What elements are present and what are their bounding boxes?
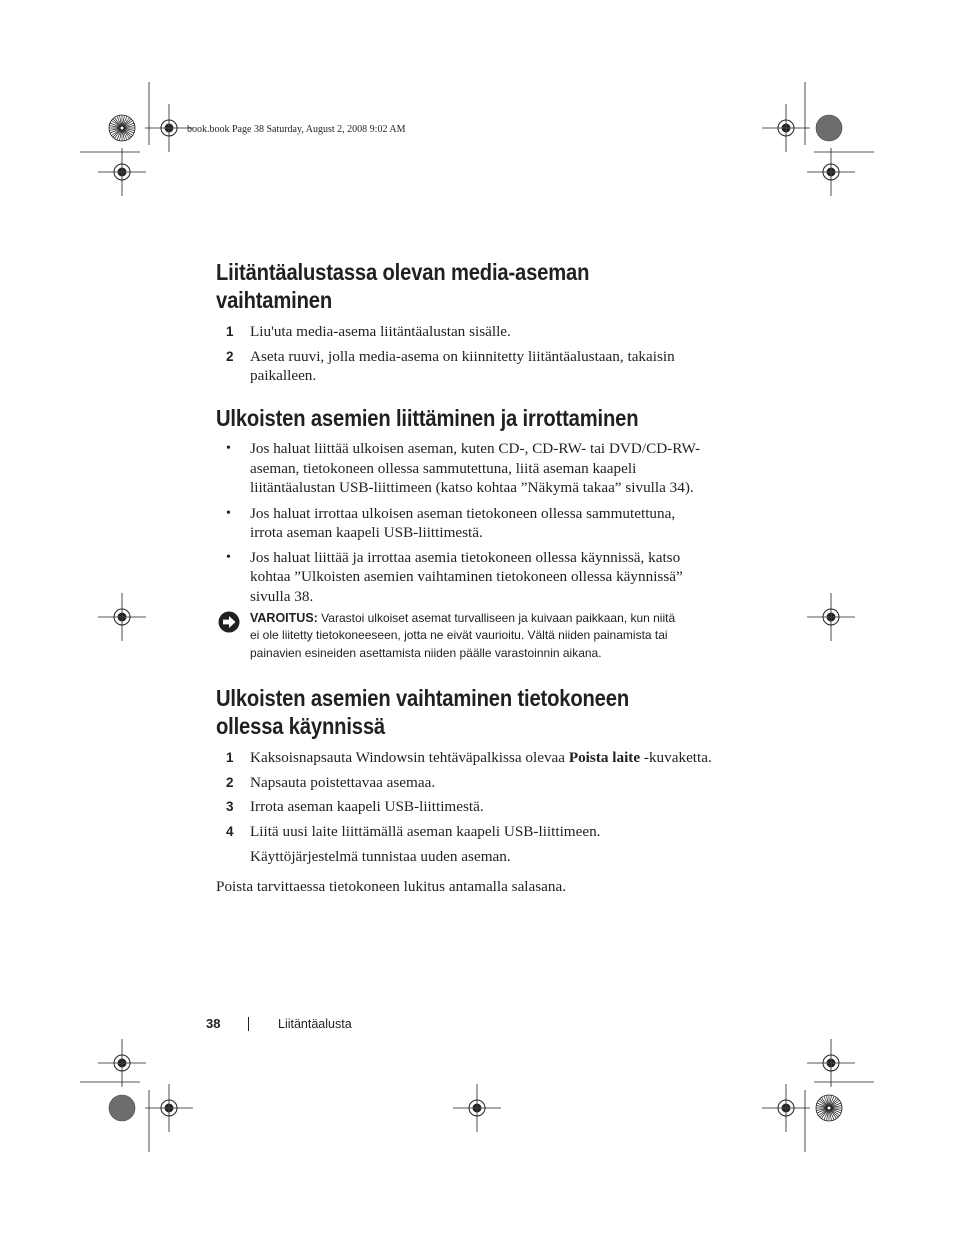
notice-text <box>250 610 720 662</box>
page-number: 38 <box>206 1016 221 1031</box>
step-number: 1 <box>226 750 234 765</box>
footer-divider <box>248 1017 249 1031</box>
step-text: Irrota aseman kaapeli USB-liittimestä. <box>250 798 484 815</box>
bullet-text: Jos haluat irrottaa ulkoisen aseman tietokoneen ollessa sammutettuna, <box>250 504 676 522</box>
bullet-text: Jos haluat liittää ja irrottaa asemia tietokoneen ollessa käynnissä, katso <box>250 548 681 566</box>
notice-line: painavien esineiden asettamista niiden päälle varastoinnin aikana. <box>250 645 602 660</box>
heading-line: vaihtaminen <box>216 287 333 313</box>
list-item <box>216 748 736 768</box>
step-text: Liitä uusi laite liittämällä aseman kaapeli USB-liittimeen. <box>250 822 601 840</box>
list-item <box>216 548 736 607</box>
bullet-text: kohtaa ”Ulkoisten asemien vaihtaminen tietokoneen ollessa käynnissä” <box>250 568 683 585</box>
heading-line: Liitäntäalustassa olevan media-aseman <box>216 259 590 285</box>
chapter-title: Liitäntäalusta <box>278 1017 352 1031</box>
notice-line: Varastoi ulkoiset asemat turvalliseen ja kuivaan paikkaan, kun niitä <box>317 611 676 625</box>
step-note <box>216 847 736 867</box>
step-text-part: -kuvaketta. <box>640 749 712 766</box>
closing-paragraph: Poista tarvittaessa tietokoneen lukitus antamalla salasana. <box>216 878 567 895</box>
bullet: • <box>226 441 231 456</box>
list-item <box>216 797 736 817</box>
bullet: • <box>226 505 231 521</box>
list-item <box>216 504 736 543</box>
notice-line: ei ole liitetty tietokoneeseen, jotta ne eivät vaurioitu. Vältä niiden painamista tai <box>250 628 668 643</box>
step-number: 1 <box>226 324 234 339</box>
steps-list <box>216 748 736 867</box>
heading-line: Ulkoisten asemien vaihtaminen tietokoneen <box>216 685 629 711</box>
list-item <box>216 439 736 498</box>
step-text: Napsauta poistettavaa asemaa. <box>250 773 436 791</box>
heading-line: ollessa käynnissä <box>216 713 385 739</box>
bullet-text: irrota aseman kaapeli USB-liittimestä. <box>250 524 483 541</box>
list-item <box>216 773 736 793</box>
step-number: 2 <box>226 774 234 790</box>
bullet: • <box>226 549 231 565</box>
step-note-text: Käyttöjärjestelmä tunnistaa uuden aseman. <box>250 848 511 865</box>
notice-arrow-icon <box>218 611 240 633</box>
section-heading-hot-swap <box>216 684 629 740</box>
step-text: paikalleen. <box>250 367 317 384</box>
bullet-text: Jos haluat liittää ulkoisen aseman, kuten CD-, CD-RW- tai DVD/CD-RW- <box>250 440 701 457</box>
ui-term: Poista laite <box>568 749 641 766</box>
steps-list <box>216 322 736 386</box>
bullet-text: liitäntäalustan USB-liittimeen (katso kohtaa ”Näkymä takaa” sivulla 34). <box>250 479 694 496</box>
notice-label: VAROITUS: <box>250 611 318 625</box>
step-text: Aseta ruuvi, jolla media-asema on kiinnitetty liitäntäalustaan, takaisin <box>250 347 675 365</box>
list-item <box>216 822 736 842</box>
section-heading-media-drive-replacement <box>216 258 589 314</box>
step-number: 3 <box>226 799 234 814</box>
list-item <box>216 322 736 342</box>
step-text <box>250 748 736 768</box>
list-item <box>216 347 736 386</box>
step-number: 2 <box>226 348 234 364</box>
print-slug: book.book Page 38 Saturday, August 2, 2008 9:02 AM <box>187 124 406 135</box>
section-heading-external-drives: Ulkoisten asemien liittäminen ja irrottaminen <box>216 405 639 431</box>
step-text-part: Kaksoisnapsauta Windowsin tehtäväpalkissa olevaa <box>250 749 569 766</box>
bullet-text: sivulla 38. <box>250 587 314 605</box>
bullet-text: aseman, tietokoneen ollessa sammutettuna, liitä aseman kaapeli <box>250 459 637 477</box>
step-number: 4 <box>226 823 234 839</box>
bullet-list <box>216 439 736 606</box>
step-text: Liu'uta media-asema liitäntäalustan sisälle. <box>250 323 511 340</box>
